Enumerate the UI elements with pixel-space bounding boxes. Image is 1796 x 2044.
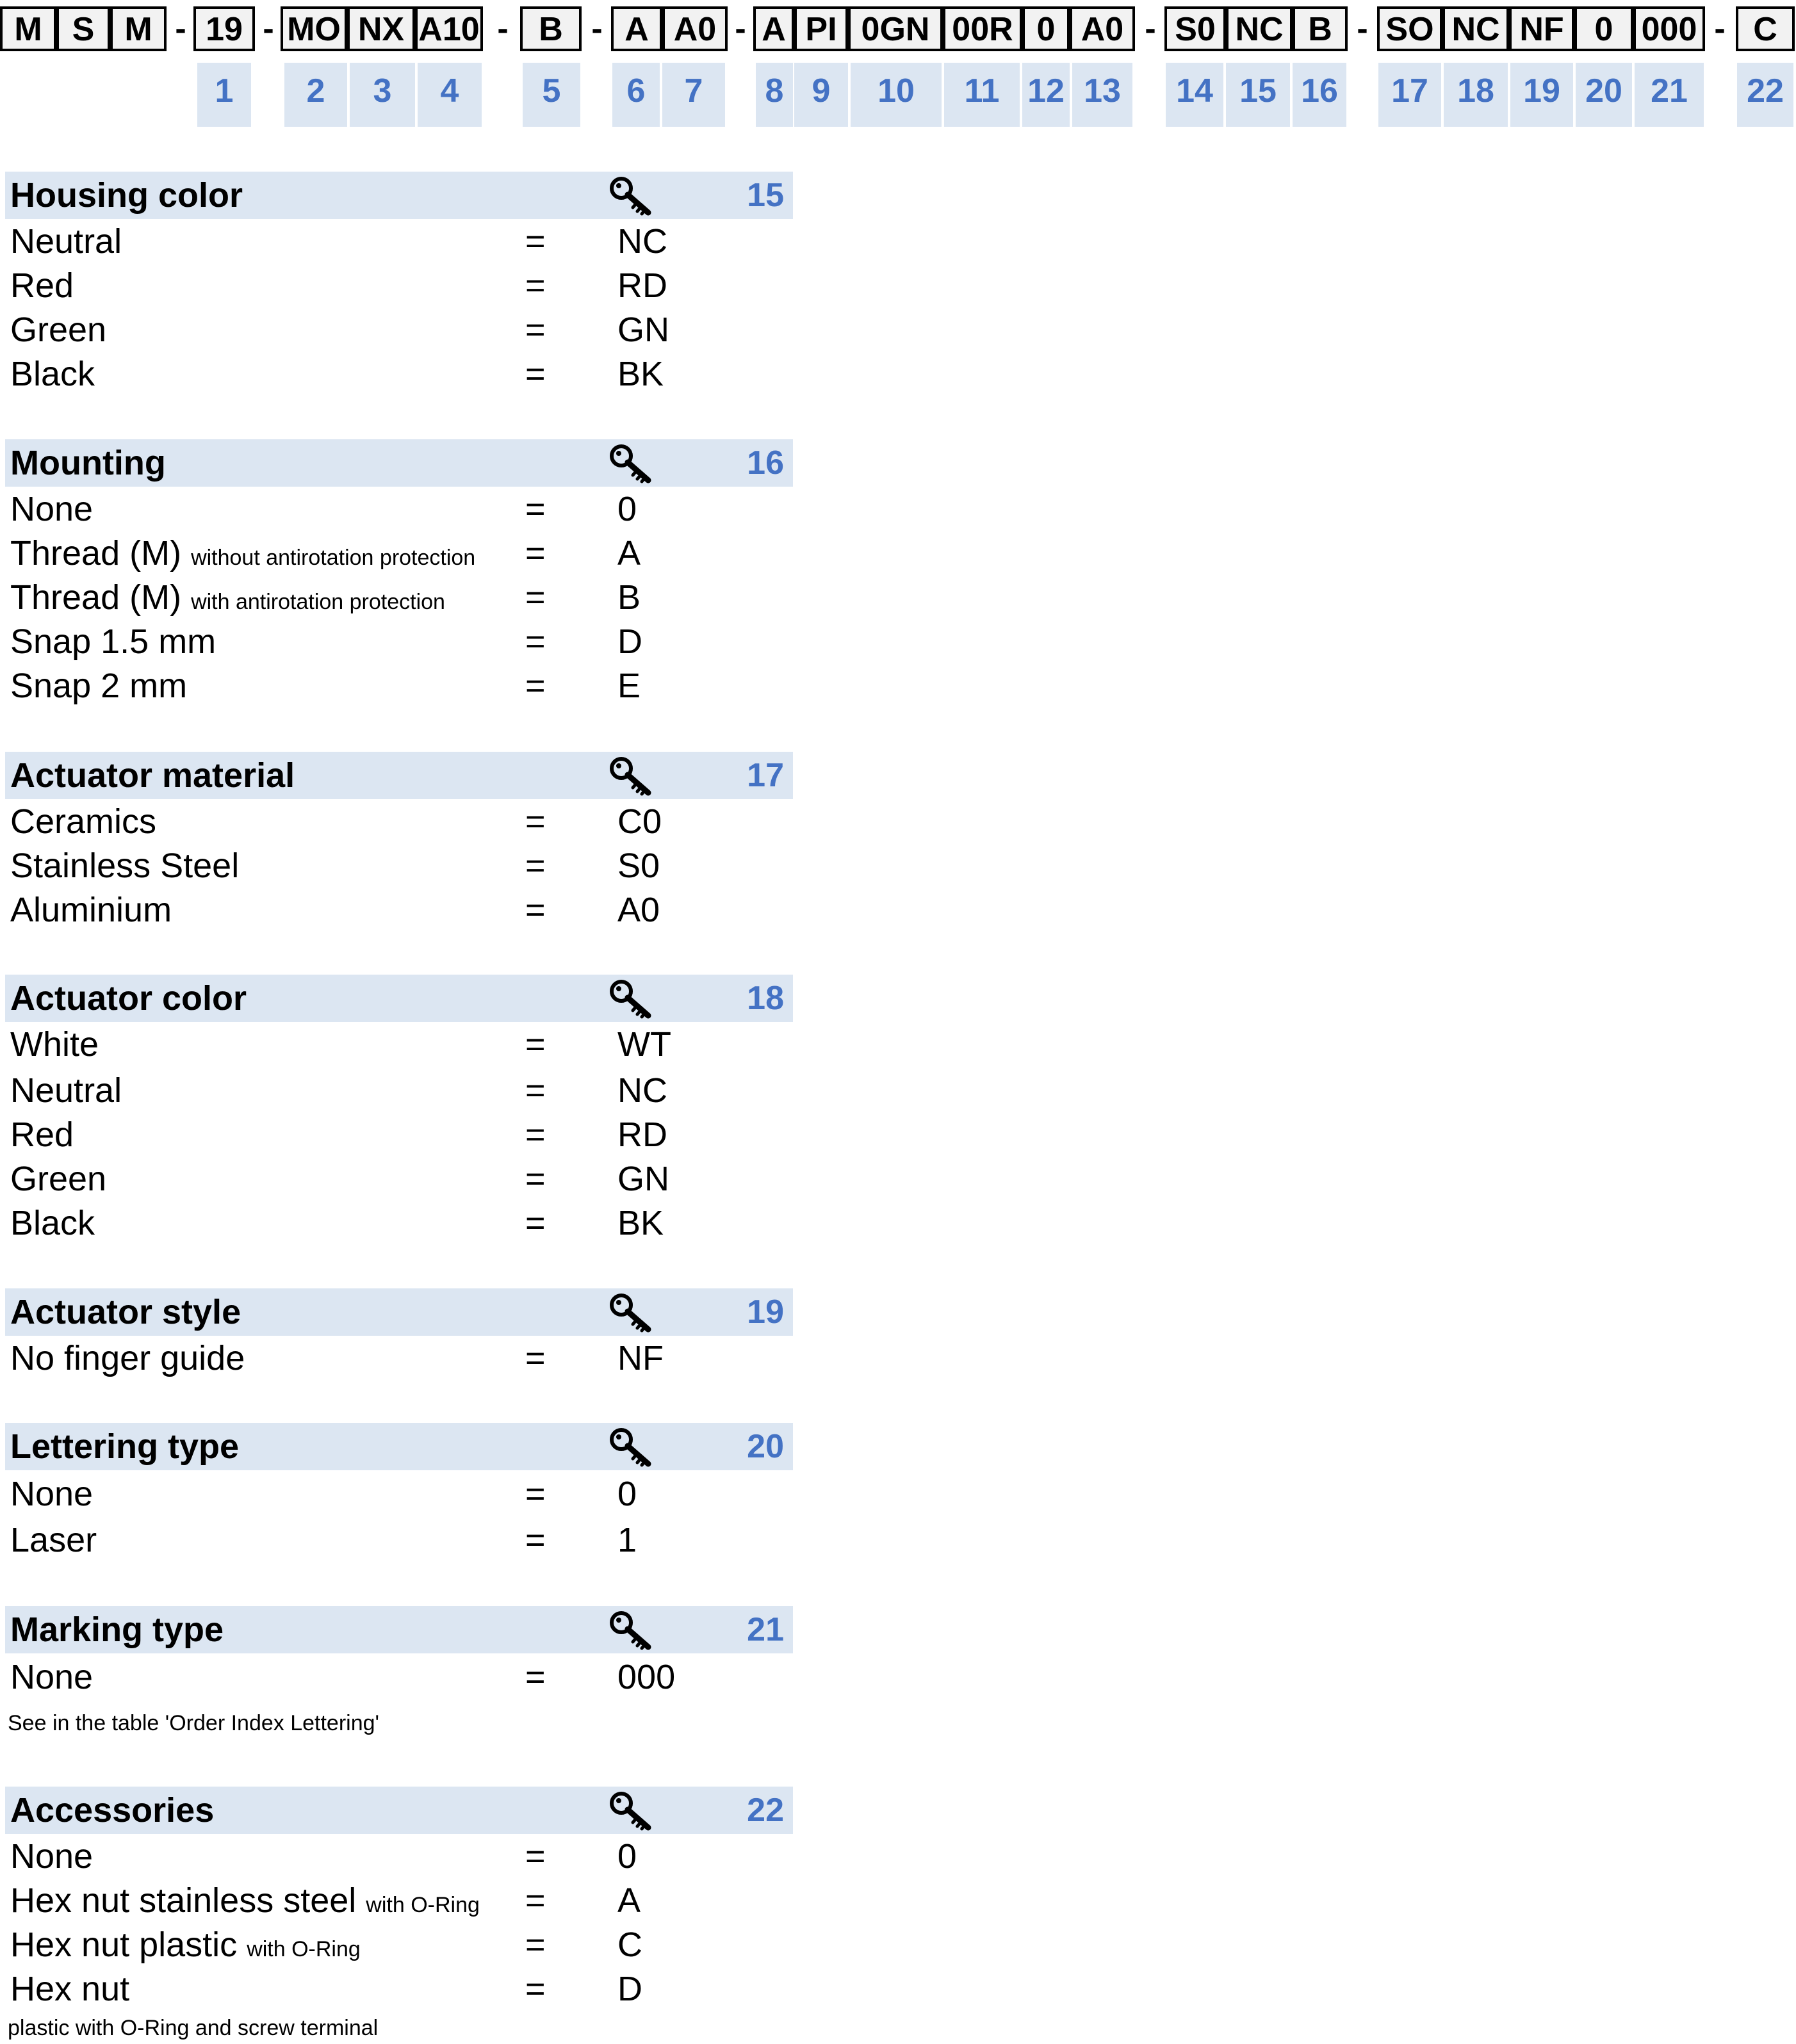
section-title: Marking type <box>10 1610 224 1649</box>
code-box: B <box>520 6 582 51</box>
option-row <box>0 843 794 888</box>
equals-sign: = <box>525 355 546 393</box>
section-mounting <box>0 439 794 708</box>
position-number: 17 <box>1378 63 1441 127</box>
code-box: MO <box>281 6 347 51</box>
option-code: A <box>617 1881 641 1920</box>
option-code: WT <box>617 1025 671 1064</box>
equals-sign: = <box>525 1115 546 1154</box>
code-box: S0 <box>1164 6 1226 51</box>
position-number: 18 <box>1444 63 1508 127</box>
key-icon <box>607 978 658 1019</box>
code-box: NX <box>347 6 415 51</box>
option-label: None <box>10 1837 94 1876</box>
equals-sign: = <box>525 1025 546 1064</box>
option-row <box>0 307 794 352</box>
section-accessories <box>0 1787 794 2044</box>
code-separator: - <box>1714 10 1726 47</box>
position-number: 12 <box>1022 63 1070 127</box>
equals-sign: = <box>525 1339 546 1377</box>
option-label-group <box>10 1922 361 1972</box>
equals-sign: = <box>525 1160 546 1198</box>
option-label: Neutral <box>10 1071 122 1110</box>
option-label: Green <box>10 1160 107 1198</box>
section-header <box>5 172 793 219</box>
option-code: C <box>617 1926 642 1964</box>
equals-sign: = <box>525 1071 546 1110</box>
code-box: NF <box>1509 6 1574 51</box>
key-icon <box>607 443 658 484</box>
option-code: 000 <box>617 1658 676 1696</box>
option-row <box>0 1472 794 1516</box>
key-icon <box>607 1790 658 1831</box>
code-box: A0 <box>1070 6 1135 51</box>
option-code: NC <box>617 222 667 261</box>
option-note: with antirotation protection <box>191 590 445 614</box>
option-label: Green <box>10 311 107 349</box>
section-header <box>5 439 793 487</box>
option-code: GN <box>617 311 669 349</box>
position-number: 6 <box>612 63 660 127</box>
code-separator: - <box>497 10 509 47</box>
option-code: A <box>617 534 641 572</box>
equals-sign: = <box>525 222 546 261</box>
option-code: GN <box>617 1160 669 1198</box>
equals-sign: = <box>525 667 546 705</box>
code-box: 19 <box>193 6 255 51</box>
option-label: No finger guide <box>10 1339 245 1377</box>
section-note: plastic with O-Ring and screw terminal <box>8 2016 379 2040</box>
option-label-group <box>10 575 445 624</box>
code-box: A0 <box>662 6 728 51</box>
position-number: 7 <box>662 63 725 127</box>
code-box: NC <box>1442 6 1509 51</box>
code-box: 00R <box>943 6 1022 51</box>
option-row <box>0 888 794 932</box>
option-label-group <box>10 531 475 580</box>
option-label: Thread (M) <box>10 578 182 617</box>
section-header <box>5 975 793 1022</box>
equals-sign: = <box>525 578 546 617</box>
section-header <box>5 1288 793 1336</box>
equals-sign: = <box>525 622 546 661</box>
option-label: None <box>10 1658 94 1696</box>
position-number: 2 <box>284 63 347 127</box>
section-title: Actuator material <box>10 756 295 795</box>
position-number: 8 <box>756 63 793 127</box>
equals-sign: = <box>525 1521 546 1559</box>
equals-sign: = <box>525 266 546 305</box>
code-box: A10 <box>415 6 483 51</box>
key-icon <box>607 756 658 797</box>
option-row <box>0 352 794 396</box>
option-label: Red <box>10 266 74 305</box>
option-label: Neutral <box>10 222 122 261</box>
section-header <box>5 752 793 799</box>
option-label: Red <box>10 1115 74 1154</box>
code-box: 000 <box>1633 6 1705 51</box>
code-box: C <box>1736 6 1795 51</box>
option-code: 1 <box>617 1521 637 1559</box>
option-row <box>0 1022 794 1067</box>
section-housing-color <box>0 172 794 396</box>
code-box: 0 <box>1574 6 1633 51</box>
option-row <box>0 487 794 531</box>
section-number: 19 <box>747 1294 784 1331</box>
option-row <box>0 531 794 576</box>
option-label: Black <box>10 355 95 393</box>
option-label: Snap 2 mm <box>10 667 188 705</box>
position-number: 19 <box>1510 63 1573 127</box>
key-icon <box>607 1292 658 1333</box>
option-label: None <box>10 1475 94 1513</box>
position-number: 10 <box>851 63 942 127</box>
option-row <box>0 1834 794 1879</box>
section-number: 20 <box>747 1428 784 1465</box>
code-box: B <box>1293 6 1348 51</box>
code-separator: - <box>735 10 746 47</box>
option-code: C0 <box>617 802 662 841</box>
position-number: 1 <box>197 63 251 127</box>
equals-sign: = <box>525 534 546 572</box>
equals-sign: = <box>525 1926 546 1964</box>
option-code: BK <box>617 355 664 393</box>
option-row <box>0 663 794 708</box>
position-number: 22 <box>1737 63 1793 127</box>
option-code: D <box>617 622 642 661</box>
key-icon <box>607 175 658 216</box>
equals-sign: = <box>525 311 546 349</box>
position-number: 21 <box>1635 63 1704 127</box>
section-actuator-material <box>0 752 794 934</box>
position-number: 16 <box>1293 63 1346 127</box>
option-label: Hex nut stainless steel <box>10 1881 357 1920</box>
code-box: 0 <box>1022 6 1070 51</box>
code-separator: - <box>1357 10 1368 47</box>
option-label: Black <box>10 1204 95 1242</box>
section-number: 18 <box>747 980 784 1017</box>
section-lettering-type <box>0 1423 794 1562</box>
option-row <box>0 1518 794 1562</box>
section-header <box>5 1423 793 1470</box>
option-row <box>0 219 794 264</box>
code-box: A <box>611 6 662 51</box>
equals-sign: = <box>525 1970 546 2008</box>
option-label: None <box>10 490 94 528</box>
option-label: Aluminium <box>10 891 172 929</box>
code-separator: - <box>591 10 603 47</box>
key-icon <box>607 1610 658 1651</box>
option-code: D <box>617 1970 642 2008</box>
section-number: 17 <box>747 757 784 794</box>
section-number: 16 <box>747 444 784 482</box>
code-box: SO <box>1377 6 1442 51</box>
option-code: 0 <box>617 1837 637 1876</box>
position-number: 14 <box>1166 63 1223 127</box>
order-code-row <box>0 0 1796 128</box>
option-label: Ceramics <box>10 802 157 841</box>
option-code: S0 <box>617 847 660 885</box>
section-title: Mounting <box>10 444 166 482</box>
position-number: 9 <box>794 63 848 127</box>
option-row <box>0 1201 794 1245</box>
code-separator: - <box>1145 10 1156 47</box>
option-row <box>0 575 794 620</box>
option-label: Hex nut <box>10 1970 130 2008</box>
option-row <box>0 1922 794 1967</box>
position-number: 11 <box>944 63 1020 127</box>
section-header <box>5 1787 793 1834</box>
option-code: 0 <box>617 1475 637 1513</box>
equals-sign: = <box>525 1837 546 1876</box>
option-row <box>0 619 794 664</box>
section-title: Lettering type <box>10 1427 240 1466</box>
option-note: without antirotation protection <box>191 546 476 570</box>
option-code: RD <box>617 266 667 305</box>
section-actuator-style <box>0 1288 794 1382</box>
code-box: M <box>0 6 56 51</box>
option-row <box>0 1156 794 1201</box>
option-code: RD <box>617 1115 667 1154</box>
position-number: 5 <box>523 63 580 127</box>
code-box: A <box>753 6 794 51</box>
option-label: Laser <box>10 1521 97 1559</box>
position-number: 15 <box>1226 63 1290 127</box>
option-row <box>0 1967 794 2011</box>
position-number: 4 <box>418 63 482 127</box>
option-label-group <box>10 1878 480 1927</box>
section-title: Actuator style <box>10 1293 241 1331</box>
option-label: Hex nut plastic <box>10 1926 238 1964</box>
section-actuator-color <box>0 975 794 1244</box>
section-title: Housing color <box>10 176 243 215</box>
option-code: NF <box>617 1339 664 1377</box>
option-note: with O-Ring <box>247 1937 361 1961</box>
option-row <box>0 1878 794 1923</box>
code-box: S <box>56 6 110 51</box>
position-number: 3 <box>350 63 415 127</box>
option-code: A0 <box>617 891 660 929</box>
equals-sign: = <box>525 1204 546 1242</box>
section-note: See in the table 'Order Index Lettering' <box>8 1711 380 1735</box>
position-number: 20 <box>1576 63 1632 127</box>
option-code: BK <box>617 1204 664 1242</box>
code-separator: - <box>263 10 274 47</box>
code-box: NC <box>1226 6 1293 51</box>
section-title: Accessories <box>10 1791 215 1829</box>
position-number: 13 <box>1072 63 1132 127</box>
section-number: 15 <box>747 177 784 214</box>
equals-sign: = <box>525 802 546 841</box>
option-note: with O-Ring <box>366 1893 480 1917</box>
option-label: Stainless Steel <box>10 847 240 885</box>
option-row <box>0 1655 794 1699</box>
equals-sign: = <box>525 1658 546 1696</box>
equals-sign: = <box>525 847 546 885</box>
option-label: Thread (M) <box>10 534 182 572</box>
option-label: Snap 1.5 mm <box>10 622 216 661</box>
option-row <box>0 1336 794 1381</box>
section-number: 21 <box>747 1611 784 1648</box>
code-box: M <box>110 6 167 51</box>
code-box: PI <box>794 6 848 51</box>
option-code: B <box>617 578 641 617</box>
option-code: 0 <box>617 490 637 528</box>
option-label: White <box>10 1025 99 1064</box>
key-icon <box>607 1427 658 1468</box>
equals-sign: = <box>525 1475 546 1513</box>
option-code: NC <box>617 1071 667 1110</box>
equals-sign: = <box>525 1881 546 1920</box>
option-row <box>0 1112 794 1157</box>
option-row <box>0 263 794 308</box>
option-code: E <box>617 667 641 705</box>
section-number: 22 <box>747 1792 784 1829</box>
section-marking-type <box>0 1606 794 1740</box>
option-row <box>0 799 794 844</box>
section-title: Actuator color <box>10 979 247 1018</box>
code-separator: - <box>175 10 186 47</box>
equals-sign: = <box>525 891 546 929</box>
code-box: 0GN <box>848 6 943 51</box>
option-row <box>0 1068 794 1113</box>
equals-sign: = <box>525 490 546 528</box>
section-header <box>5 1606 793 1653</box>
